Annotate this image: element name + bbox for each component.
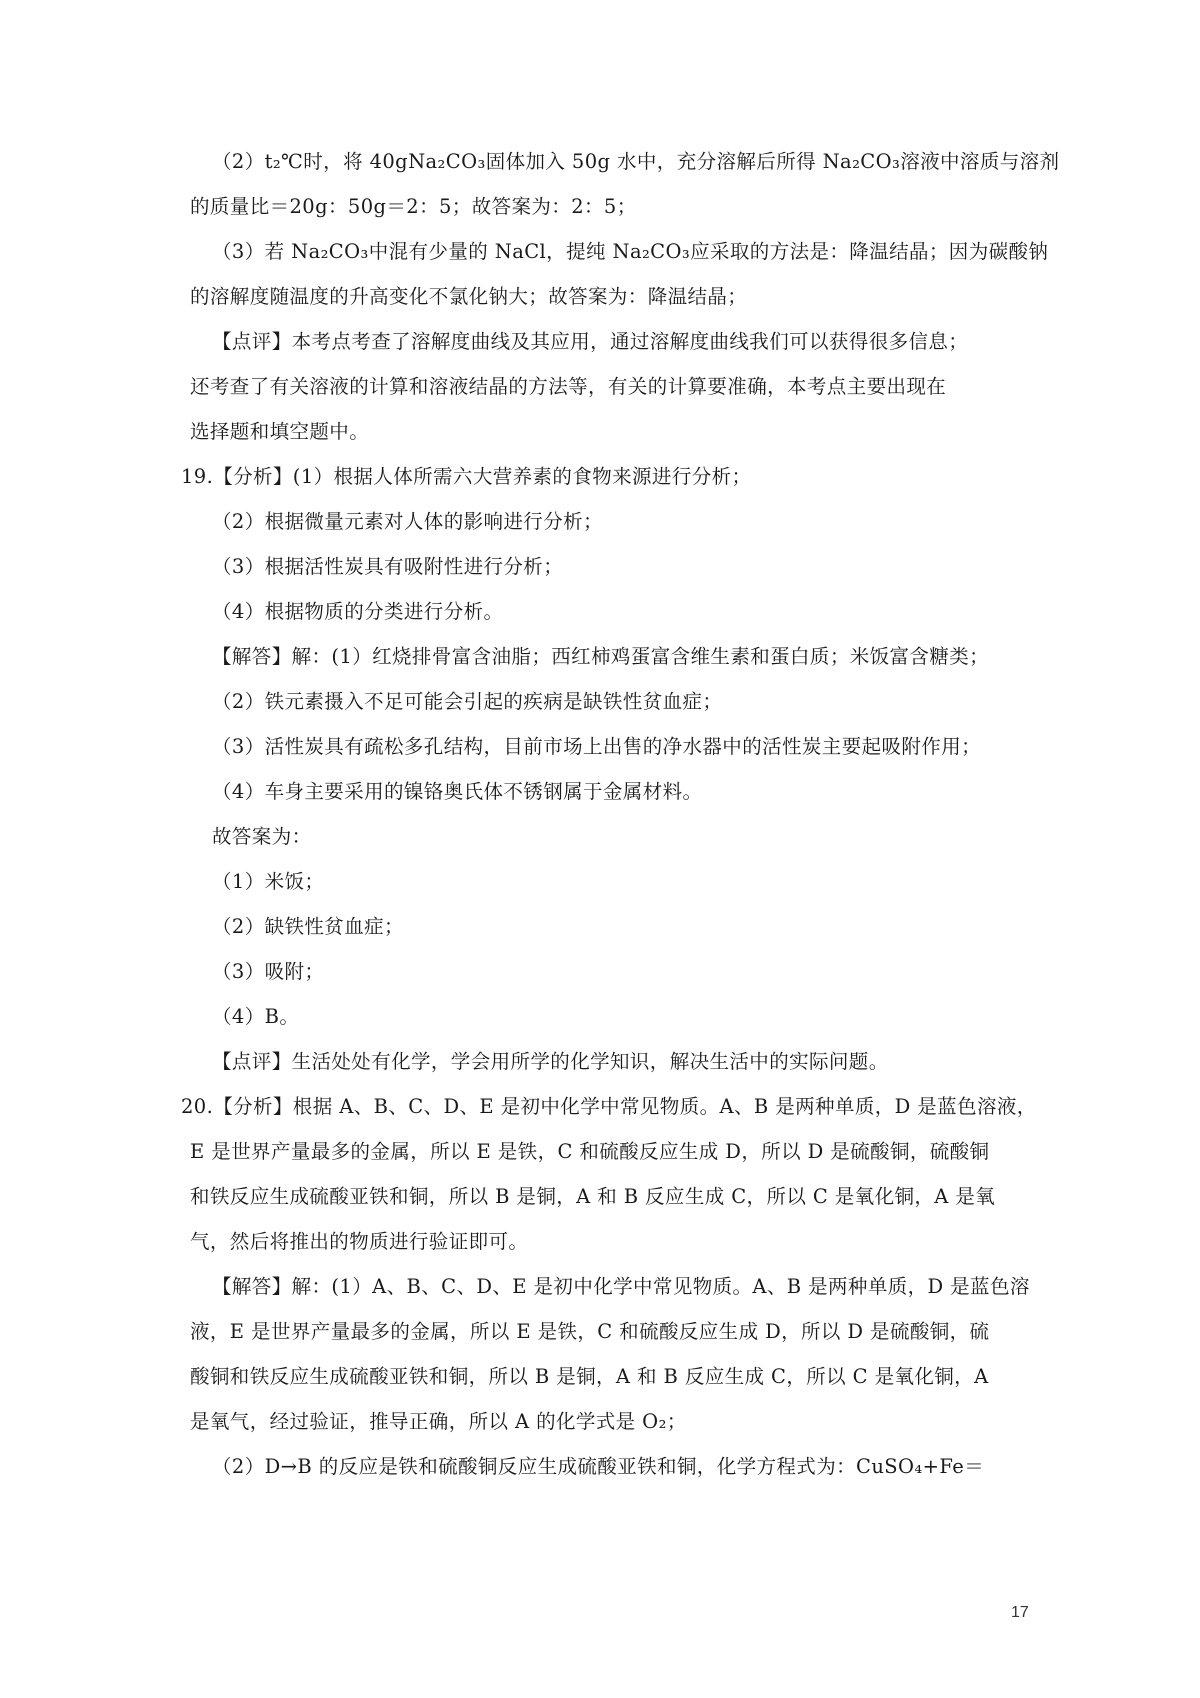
- text-line: 酸铜和铁反应生成硫酸亚铁和铜，所以 B 是铜，A 和 B 反应生成 C，所以 C 是氧化铜，A: [190, 1365, 989, 1388]
- text-line: 【点评】本考点考查了溶解度曲线及其应用，通过溶解度曲线我们可以获得很多信息；: [212, 330, 969, 353]
- text-line: 【解答】解：(1）A、B、C、D、E 是初中化学中常见物质。A、B 是两种单质，D 是蓝色溶: [212, 1275, 1030, 1298]
- text-line: 还考查了有关溶液的计算和溶液结晶的方法等，有关的计算要准确，本考点主要出现在: [190, 375, 947, 398]
- text-line: （3）若 Na₂CO₃中混有少量的 NaCl，提纯 Na₂CO₃应采取的方法是：降温结晶；因为碳酸钠: [212, 240, 1049, 263]
- text-line: 的溶解度随温度的升高变化不氯化钠大；故答案为：降温结晶；: [190, 285, 748, 308]
- page-number: 17: [1011, 1604, 1029, 1621]
- text-line: （4）根据物质的分类进行分析。: [212, 600, 504, 623]
- text-line: （2）t₂℃时，将 40gNa₂CO₃固体加入 50g 水中，充分溶解后所得 Na₂CO₃溶液中溶质与溶剂: [212, 150, 1060, 173]
- text-line: （2）D→B 的反应是铁和硫酸铜反应生成硫酸亚铁和铜，化学方程式为：CuSO₄+Fe＝: [212, 1455, 985, 1478]
- text-line: 【解答】解：(1）红烧排骨富含油脂；西红柿鸡蛋富含维生素和蛋白质；米饭富含糖类；: [212, 645, 990, 668]
- text-line: （1）米饭；: [212, 870, 325, 893]
- text-line: E 是世界产量最多的金属，所以 E 是铁，C 和硫酸反应生成 D，所以 D 是硫酸铜，硫酸铜: [190, 1140, 990, 1163]
- text-line: （2）根据微量元素对人体的影响进行分析；: [212, 510, 603, 533]
- text-line: 选择题和填空题中。: [190, 420, 370, 443]
- text-line: 液，E 是世界产量最多的金属，所以 E 是铁，C 和硫酸反应生成 D，所以 D 是硫酸铜，硫: [190, 1320, 990, 1343]
- text-line: （4）车身主要采用的镍铬奥氏体不锈钢属于金属材料。: [212, 780, 703, 803]
- text-line: （2）缺铁性贫血症；: [212, 915, 404, 938]
- text-line: 的质量比＝20g：50g＝2：5；故答案为：2：5；: [190, 195, 637, 218]
- question-heading: 19.【分析】(1）根据人体所需六大营养素的食物来源进行分析；: [181, 465, 752, 488]
- text-line: 是氧气，经过验证，推导正确，所以 A 的化学式是 O₂；: [190, 1410, 687, 1433]
- text-line: （4）B。: [212, 1005, 300, 1028]
- text-line: 【点评】生活处处有化学，学会用所学的化学知识，解决生活中的实际问题。: [212, 1050, 889, 1073]
- text-line: 和铁反应生成硫酸亚铁和铜，所以 B 是铜，A 和 B 反应生成 C，所以 C 是氧化铜，A 是氧: [190, 1185, 996, 1208]
- text-line: （3）活性炭具有疏松多孔结构，目前市场上出售的净水器中的活性炭主要起吸附作用；: [212, 735, 982, 758]
- text-line: 故答案为：: [212, 825, 312, 848]
- text-line: 气，然后将推出的物质进行验证即可。: [190, 1230, 529, 1253]
- text-line: （3）吸附；: [212, 960, 325, 983]
- text-line: （3）根据活性炭具有吸附性进行分析；: [212, 555, 564, 578]
- question-heading: 20.【分析】根据 A、B、C、D、E 是初中化学中常见物质。A、B 是两种单质，D 是蓝色溶液，: [181, 1095, 1037, 1118]
- text-line: （2）铁元素摄入不足可能会引起的疾病是缺铁性贫血症；: [212, 690, 723, 713]
